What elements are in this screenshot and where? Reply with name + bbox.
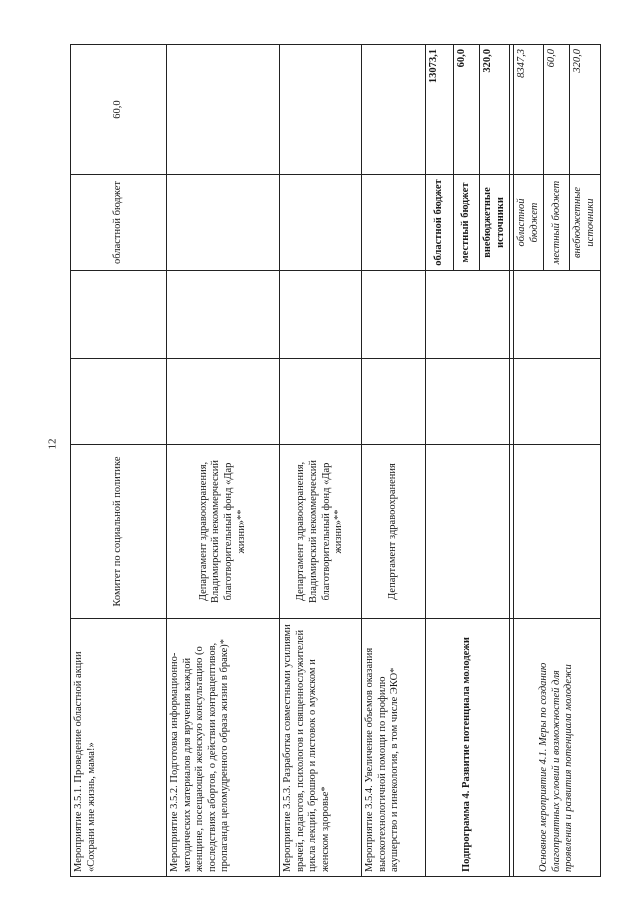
- main-activity-source-local: местный бюджет: [544, 175, 570, 271]
- subprogram-2016-cell: [426, 271, 510, 359]
- activity-cell: Мероприятие 3.5.1. Проведение областной акции «Сохрани мне жизнь, мама!»: [71, 619, 167, 877]
- table-row: [167, 45, 280, 877]
- subprogram-row: [426, 45, 454, 877]
- subprogram-amount-local: 60,0: [454, 45, 480, 175]
- amount-cell: [167, 45, 280, 175]
- page-number: 12: [46, 438, 59, 450]
- subprogram-source-regional: областной бюджет: [426, 175, 454, 271]
- subprogram-amount-extrabudget: 320,0: [480, 45, 510, 175]
- activity-cell: Мероприятие 3.5.2. Подготовка информационно-методических материалов для вручения каждой женщине, посещающей женскую консультацию (о последствиях абортов, о действии контрацептивов, пропаганда целомудренного образа жизни в браке)*: [167, 619, 280, 877]
- year-2015-cell: [362, 359, 426, 445]
- subprogram-2015-cell: [426, 359, 510, 445]
- subprogram-amount-regional: 13073,1: [426, 45, 454, 175]
- activity-cell: Мероприятие 3.5.4. Увеличение объемов оказания высокотехнологичной помощи по профилю акушерство и гинекология, в том числе ЭКО*: [362, 619, 426, 877]
- activity-cell: Мероприятие 3.5.3. Разработка совместными усилиями врачей, педагогов, психологов и священнослужителей цикла лекций, брошюр и листовок о мужском и женском здоровье*: [280, 619, 362, 877]
- executor-cell: Департамент здравоохранения, Владимирский некоммерческий благотворительный фонд «Дар жизни»**: [280, 445, 362, 619]
- executor-cell: Департамент здравоохранения: [362, 445, 426, 619]
- table-row: [362, 45, 426, 877]
- year-2015-cell: [167, 359, 280, 445]
- main-activity-2016-cell: [514, 271, 600, 359]
- main-activity-amount-extrabudget: 320,0: [570, 45, 600, 175]
- table-row: [280, 45, 362, 877]
- source-cell: [280, 175, 362, 271]
- subprogram-executor-cell: [426, 445, 510, 619]
- source-cell: областной бюджет: [71, 175, 167, 271]
- main-activity-amount-regional: 8347,3: [514, 45, 544, 175]
- rotated-table-container: [70, 45, 596, 877]
- main-activity-amount-local: 60,0: [544, 45, 570, 175]
- executor-cell: Комитет по социальной политике: [71, 445, 167, 619]
- main-activity-row: [514, 45, 544, 877]
- amount-cell: [280, 45, 362, 175]
- main-activity-source-regional: областной бюджет: [514, 175, 544, 271]
- amount-cell: 60,0: [71, 45, 167, 175]
- subprogram-source-extrabudget: внебюджетные источники: [480, 175, 510, 271]
- subprogram-source-local: местный бюджет: [454, 175, 480, 271]
- executor-cell: Департамент здравоохранения, Владимирский некоммерческий благотворительный фонд «Дар жизни»**: [167, 445, 280, 619]
- year-2016-cell: [362, 271, 426, 359]
- amount-cell: [362, 45, 426, 175]
- main-activity-title: Основное мероприятие 4.1. Меры по созданию благоприятных условий и возможностей для проявления и развития потенциала молодежи: [514, 619, 600, 877]
- source-cell: [362, 175, 426, 271]
- main-activity-executor-cell: [514, 445, 600, 619]
- year-2016-cell: [167, 271, 280, 359]
- main-activity-2015-cell: [514, 359, 600, 445]
- subprogram-title: Подпрограмма 4. Развитие потенциала молодежи: [426, 619, 510, 877]
- year-2016-cell: [280, 271, 362, 359]
- year-2015-cell: [280, 359, 362, 445]
- main-activity-source-extrabudget: внебюджетные источники: [570, 175, 600, 271]
- year-2016-cell: [71, 271, 167, 359]
- source-cell: [167, 175, 280, 271]
- program-table: [70, 44, 601, 877]
- table-row: [71, 45, 167, 877]
- year-2015-cell: [71, 359, 167, 445]
